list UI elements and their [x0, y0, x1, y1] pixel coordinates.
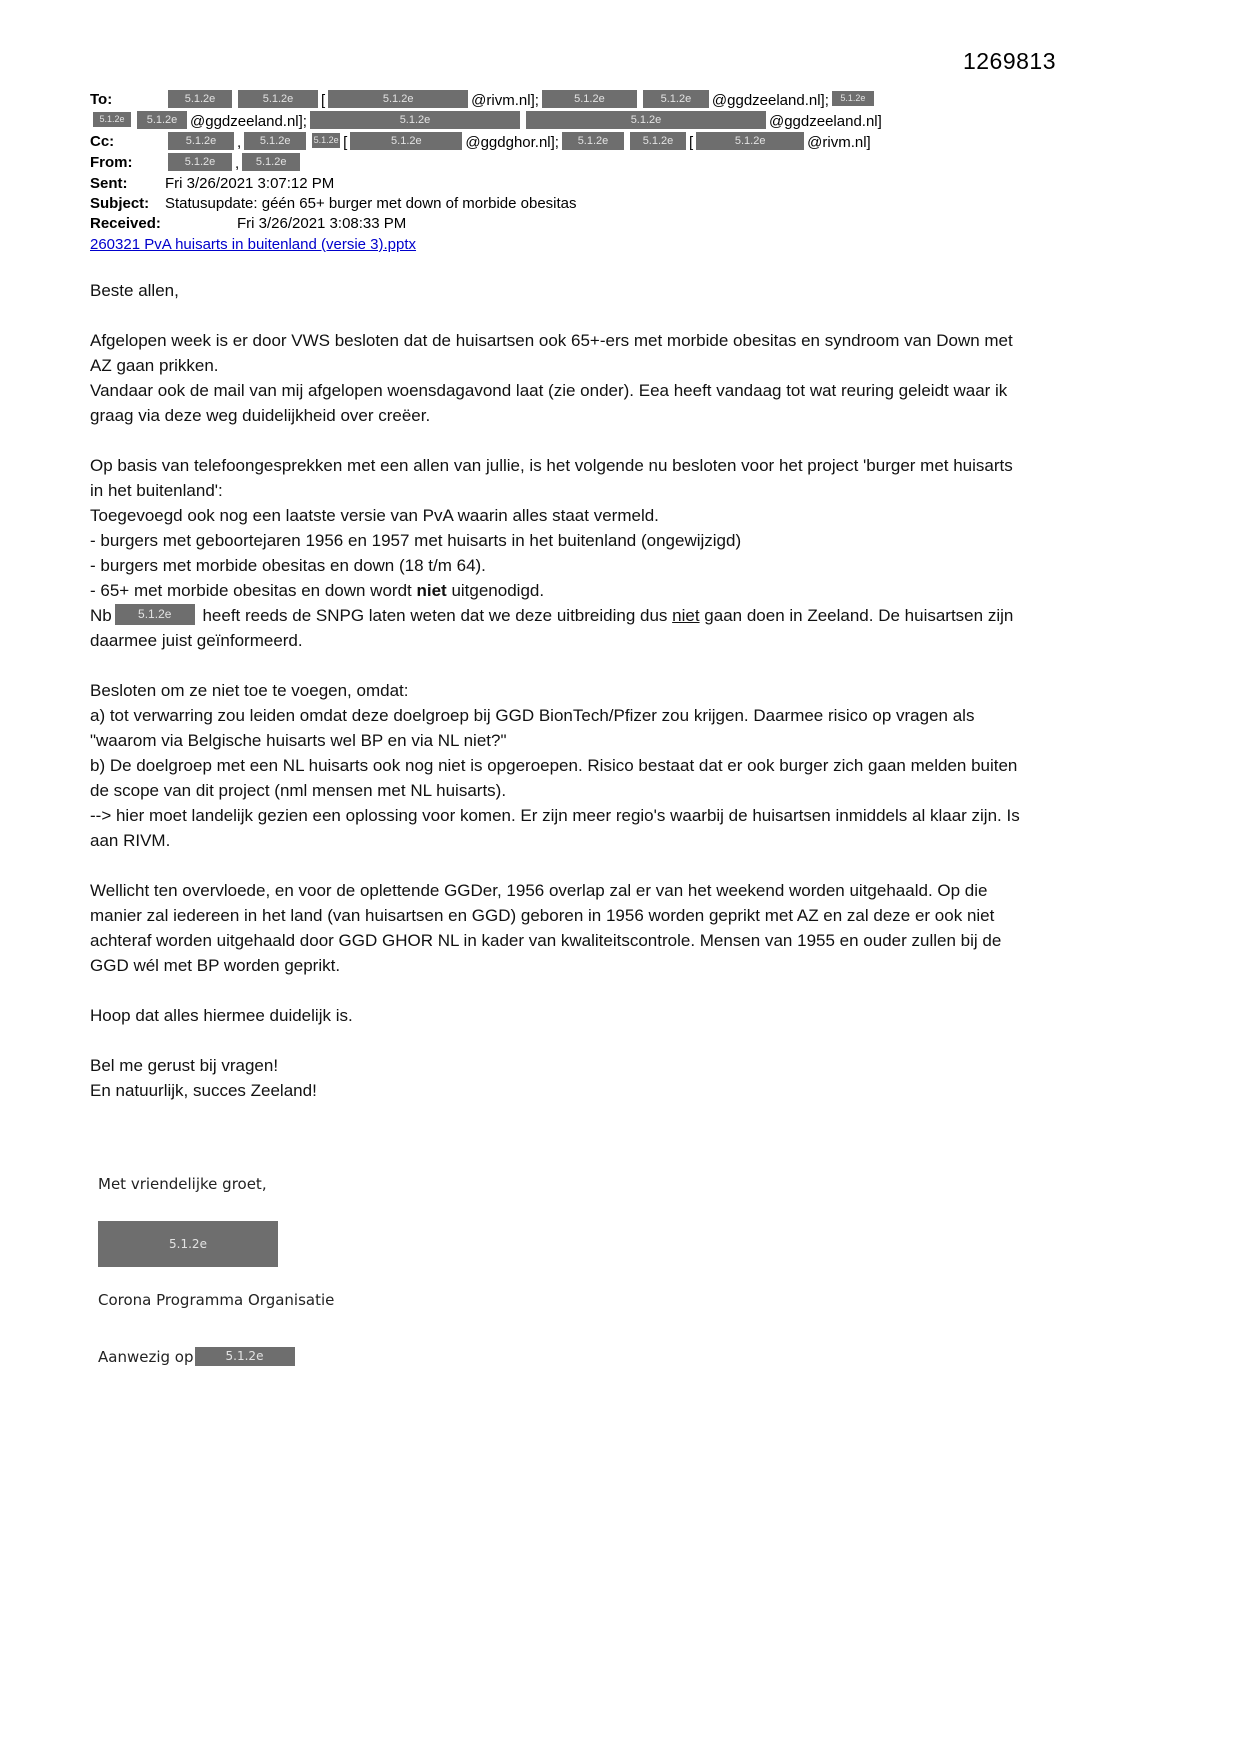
header-line: [165, 90, 1141, 111]
text-run: Op basis van telefoongesprekken met een allen van jullie, is het volgende nu besloten voor het project 'burger met huisarts in het buitenland':: [90, 456, 1013, 500]
body-paragraph: [90, 1078, 1030, 1103]
body-paragraph: [90, 578, 1030, 603]
availability-redaction-box: 5.1.2e: [195, 1347, 295, 1366]
redaction-box: 5.1.2e: [244, 132, 306, 150]
signature-name-redaction-box: 5.1.2e: [98, 1221, 278, 1267]
redaction-box: 5.1.2e: [630, 132, 686, 150]
body-paragraph: [90, 328, 1030, 378]
text-run: niet: [672, 606, 700, 625]
text-run: niet: [416, 581, 447, 600]
text-run: Statusupdate: géén 65+ burger met down of morbide obesitas: [165, 195, 577, 212]
header-field-value: [165, 174, 1141, 194]
header-field-label: From:: [90, 154, 133, 171]
text-run: Bel me gerust bij vragen!: [90, 1056, 279, 1075]
text-run: b) De doelgroep met een NL huisarts ook nog niet is opgeroepen. Risico bestaat dat er ook burger zich gaan melden buiten de scope van dit project (nml mensen met NL huisarts).: [90, 756, 1018, 800]
body-paragraph: [90, 1003, 1030, 1028]
redaction-box: 5.1.2e: [168, 153, 232, 171]
text-run: heeft reeds de SNPG laten weten dat we deze uitbreiding dus: [197, 606, 673, 625]
redaction-box: 5.1.2e: [542, 90, 637, 108]
header-field-value: [165, 194, 1141, 214]
text-run: ,: [237, 134, 242, 151]
text-run: @ggdzeeland.nl];: [711, 92, 829, 109]
redaction-box: 5.1.2e: [526, 111, 766, 129]
redaction-box: 5.1.2e: [310, 111, 520, 129]
text-run: Hoop dat alles hiermee duidelijk is.: [90, 1006, 353, 1025]
header-row: [90, 174, 1141, 194]
text-run: @ggdzeeland.nl];: [190, 113, 307, 130]
header-field-value: [165, 132, 1141, 153]
text-run: En natuurlijk, succes Zeeland!: [90, 1081, 317, 1100]
redaction-box: 5.1.2e: [350, 132, 462, 150]
text-run: [: [688, 134, 694, 151]
text-run: Wellicht ten overvloede, en voor de oplettende GGDer, 1956 overlap zal er van het weekend worden uitgehaald. Op die manier zal iedereen in het land (van huisartsen en GGD) geboren in 1956 worden geprikt met AZ en zal deze er ook niet achteraf worden uitgehaald door GGD GHOR NL in kader van kwaliteitscontrole. Mensen van 1955 en ouder zullen bij de GGD wél met BP worden geprikt.: [90, 881, 1002, 975]
header-field-label: Cc:: [90, 133, 115, 150]
email-header: [90, 90, 1141, 234]
body-paragraph: [90, 978, 1030, 1003]
redaction-box: 5.1.2e: [238, 90, 318, 108]
body-paragraph: [90, 878, 1030, 978]
header-field-label: Sent:: [90, 175, 128, 192]
signature-organisation: Corona Programma Organisatie: [98, 1291, 335, 1309]
text-run: Besloten om ze niet toe te voegen, omdat:: [90, 681, 409, 700]
body-paragraph: [90, 678, 1030, 703]
redaction-box: 5.1.2e: [242, 153, 300, 171]
text-run: Vandaar ook de mail van mij afgelopen woensdagavond laat (zie onder). Eea heeft vandaag tot wat reuring geleidt waar ik graag via deze weg duidelijkheid over creëer.: [90, 381, 1008, 425]
body-paragraph: [90, 428, 1030, 453]
text-run: ,: [235, 155, 240, 172]
redaction-box: 5.1.2e: [168, 132, 234, 150]
body-paragraph: [90, 853, 1030, 878]
header-line: [90, 111, 1141, 132]
header-line: [165, 132, 1141, 153]
text-run: @rivm.nl];: [471, 92, 539, 109]
body-paragraph: [90, 303, 1030, 328]
redaction-box: 5.1.2e: [168, 90, 232, 108]
body-paragraph: [90, 378, 1030, 428]
header-line: [165, 153, 1141, 174]
attachment-link[interactable]: 260321 PvA huisarts in buitenland (versie 3).pptx: [90, 236, 417, 253]
text-run: gaan doen in Zeeland. De huisartsen zijn daarmee juist geïnformeerd.: [90, 606, 1014, 650]
body-paragraph: [90, 703, 1030, 753]
text-run: [: [321, 92, 326, 109]
text-run: - 65+ met morbide obesitas en down wordt: [90, 581, 417, 600]
body-paragraph: [90, 528, 1030, 553]
text-run: @ggdzeeland.nl]: [768, 113, 882, 130]
body-paragraph: [90, 1053, 1030, 1078]
redaction-box: 5.1.2e: [115, 604, 195, 625]
text-run: @rivm.nl]: [807, 134, 871, 151]
redaction-box: 5.1.2e: [137, 111, 187, 129]
signature-block: [90, 1175, 1141, 1366]
body-paragraph: [90, 453, 1030, 503]
body-paragraph: [90, 803, 1030, 853]
text-run: Afgelopen week is er door VWS besloten dat de huisartsen ook 65+-ers met morbide obesitas en syndroom van Down met AZ gaan prikken.: [90, 331, 1013, 375]
text-run: [: [343, 134, 348, 151]
header-line: [237, 214, 1141, 234]
header-row: [90, 194, 1141, 214]
body-paragraph: [90, 503, 1030, 528]
text-run: Fri 3/26/2021 3:08:33 PM: [237, 215, 407, 232]
text-run: Beste allen,: [90, 281, 179, 300]
header-line: [165, 194, 1141, 214]
redaction-box: 5.1.2e: [643, 90, 709, 108]
text-run: --> hier moet landelijk gezien een oplossing voor komen. Er zijn meer regio's waarbij de huisartsen inmiddels al klaar zijn. Is aan RIVM.: [90, 806, 1020, 850]
redaction-box: 5.1.2e: [328, 90, 468, 108]
body-paragraph: [90, 653, 1030, 678]
email-body: [90, 278, 1030, 1103]
signature-availability: [98, 1347, 1141, 1366]
body-paragraph: [90, 1028, 1030, 1053]
header-row: [90, 132, 1141, 153]
text-run: Nb: [90, 606, 112, 625]
header-field-value: [165, 153, 1141, 174]
redaction-box: 5.1.2e: [93, 112, 131, 127]
text-run: Toegevoegd ook nog een laatste versie van PvA waarin alles staat vermeld.: [90, 506, 659, 525]
signature-greeting: Met vriendelijke groet,: [98, 1175, 267, 1193]
redaction-box: 5.1.2e: [562, 132, 624, 150]
header-row: [90, 90, 1141, 132]
text-run: @ggdghor.nl];: [465, 134, 559, 151]
body-paragraph: [90, 603, 1030, 653]
body-paragraph: [90, 753, 1030, 803]
text-run: a) tot verwarring zou leiden omdat deze doelgroep bij GGD BionTech/Pfizer zou krijgen. Daarmee risico op vragen als "waarom via Belgische huisarts wel BP en via NL niet?": [90, 706, 975, 750]
text-run: - burgers met morbide obesitas en down (18 t/m 64).: [90, 556, 486, 575]
document-number: 1269813: [962, 48, 1056, 74]
body-paragraph: [90, 553, 1030, 578]
header-field-label: Subject:: [90, 195, 150, 212]
text-run: uitgenodigd.: [446, 581, 545, 600]
header-row: [90, 153, 1141, 174]
availability-label: Aanwezig op: [98, 1348, 194, 1366]
header-field-label: To:: [90, 91, 113, 108]
text-run: - burgers met geboortejaren 1956 en 1957 met huisarts in het buitenland (ongewijzigd): [90, 531, 742, 550]
header-line: [165, 174, 1141, 194]
redaction-box: 5.1.2e: [696, 132, 804, 150]
header-row: [90, 214, 1141, 234]
redaction-box: 5.1.2e: [832, 91, 874, 106]
header-field-value: [237, 214, 1141, 234]
header-field-label: Received:: [90, 215, 161, 232]
body-paragraph: [90, 278, 1030, 303]
redaction-box: 5.1.2e: [312, 133, 340, 148]
text-run: Fri 3/26/2021 3:07:12 PM: [165, 175, 335, 192]
